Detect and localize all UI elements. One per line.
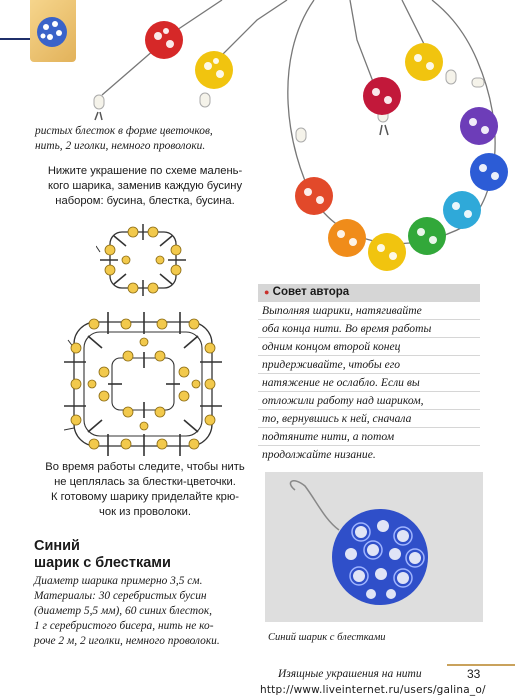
footer-book-title: Изящные украшения на нити <box>278 668 422 680</box>
footer-rule <box>447 664 515 666</box>
intro-line: нить, 2 иголки, немного проволоки. <box>35 140 206 152</box>
instructions-line: набором: бусина, блестка, бусина. <box>55 195 235 207</box>
materials-line: роче 2 м, 2 иголки, немного проволоки. <box>34 635 220 647</box>
materials-line: Материалы: 30 серебристых бусин <box>34 590 207 602</box>
tip-line: отложили работу над шариком, <box>258 392 480 409</box>
beading-diagram-small <box>96 222 192 298</box>
bullet-icon: ● <box>264 287 270 297</box>
tip-line: придерживайте, чтобы его <box>258 356 480 373</box>
section-heading <box>34 538 254 572</box>
intro-text <box>35 124 255 154</box>
author-tip-header <box>264 286 349 298</box>
work-note-line: К готовому шарику приделайте крю- <box>50 491 240 503</box>
author-tip-box <box>258 284 480 460</box>
work-note-line: чок из проволоки. <box>99 506 191 518</box>
instructions-paragraph <box>33 164 257 209</box>
tip-line: то, вернувшись к ней, сначала <box>258 410 480 427</box>
tip-line: оба конца нити. Во время работы <box>258 320 480 337</box>
work-note-line: Во время работы следите, чтобы нить <box>45 461 245 473</box>
tip-line: продолжайте низание. <box>258 446 480 463</box>
tip-line: подтяните нити, а потом <box>258 428 480 445</box>
materials-line: 1 г серебристого бисера, нить не ко- <box>34 620 214 632</box>
author-tip-text <box>258 302 480 464</box>
blue-ball-photo <box>265 472 483 622</box>
top-rule <box>0 38 30 40</box>
section-heading-line: шарик с блестками <box>34 555 171 571</box>
materials-line: (диаметр 5,5 мм), 60 синих блесток, <box>34 605 212 617</box>
photo-caption: Синий шарик с блестками <box>268 632 386 643</box>
source-url-link[interactable]: http://www.liveinternet.ru/users/galina_o/ <box>260 684 486 696</box>
author-tip-title: Совет автора <box>272 286 350 298</box>
instructions-line: кого шарика, заменив каждую бусину <box>47 180 243 192</box>
tip-line: Выполняя шарики, натягивайте <box>258 302 480 319</box>
beading-diagram-large <box>64 312 224 456</box>
corner-photo-thumbnail <box>30 0 76 62</box>
instructions-line: Нижите украшение по схеме малень- <box>47 165 243 177</box>
work-note-line: не цеплялась за блестки-цветочки. <box>54 476 236 488</box>
materials-line: Диаметр шарика примерно 3,5 см. <box>34 575 203 587</box>
materials-paragraph <box>34 574 256 649</box>
tip-line: одним концом второй конец <box>258 338 480 355</box>
section-heading-line: Синий <box>34 538 80 554</box>
tip-line: натяжение не ослабло. Если вы <box>258 374 480 391</box>
intro-line: ристых блесток в форме цветочков, <box>35 125 213 137</box>
work-note-paragraph <box>32 460 258 520</box>
page-number: 33 <box>467 667 481 681</box>
